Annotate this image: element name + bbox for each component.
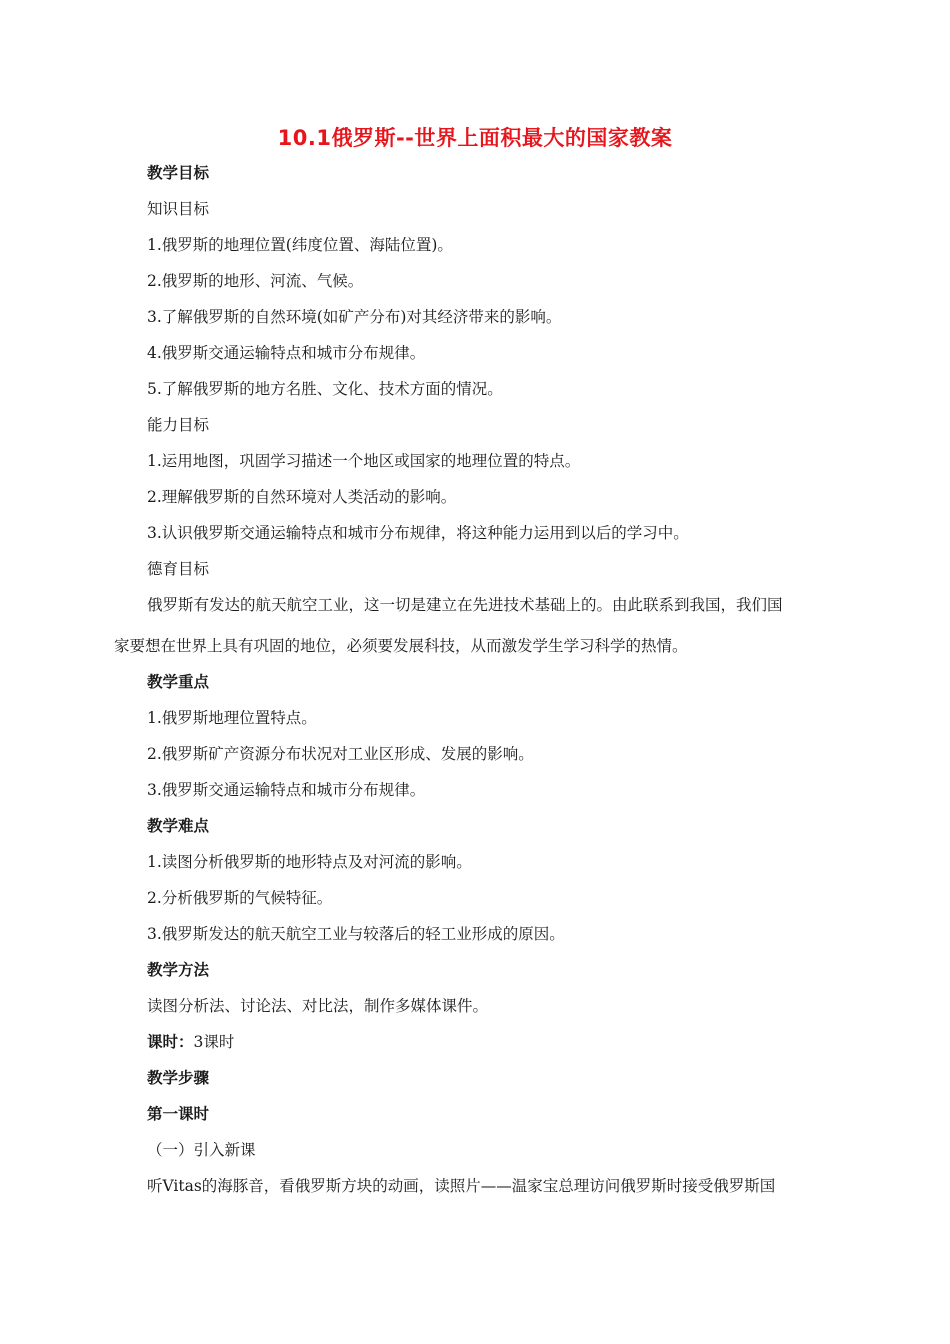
period-value: 3课时: [193, 1033, 235, 1051]
intro-text: 听Vitas的海豚音，看俄罗斯方块的动画，读照片——温家宝总理访问俄罗斯时接受俄罗斯国: [147, 1177, 776, 1195]
key-point-item: 3.俄罗斯交通运输特点和城市分布规律。: [147, 781, 426, 799]
ability-item: 2.理解俄罗斯的自然环境对人类活动的影响。: [147, 488, 457, 506]
knowledge-heading: 知识目标: [147, 200, 210, 218]
difficulty-item: 3.俄罗斯发达的航天航空工业与较落后的轻工业形成的原因。: [147, 925, 565, 943]
moral-paragraph-line2: 家要想在世界上具有巩固的地位，必须要发展科技，从而激发学生学习科学的热情。: [114, 637, 688, 655]
method-text: 读图分析法、讨论法、对比法，制作多媒体课件。: [147, 997, 489, 1015]
knowledge-item: 4.俄罗斯交通运输特点和城市分布规律。: [147, 344, 426, 362]
method-heading: 教学方法: [147, 961, 210, 979]
knowledge-item: 3.了解俄罗斯的自然环境(如矿产分布)对其经济带来的影响。: [147, 308, 562, 326]
steps-heading: 教学步骤: [147, 1069, 210, 1087]
moral-heading: 德育目标: [147, 560, 210, 578]
ability-item: 1.运用地图，巩固学习描述一个地区或国家的地理位置的特点。: [147, 452, 581, 470]
key-point-item: 2.俄罗斯矿产资源分布状况对工业区形成、发展的影响。: [147, 745, 534, 763]
period-line: [147, 1032, 234, 1052]
key-points-heading: 教学重点: [147, 673, 210, 691]
ability-heading: 能力目标: [147, 416, 210, 434]
document-title: 10.1俄罗斯--世界上面积最大的国家教案: [277, 126, 673, 150]
difficulty-item: 2.分析俄罗斯的气候特征。: [147, 889, 333, 907]
knowledge-item: 1.俄罗斯的地理位置(纬度位置、海陆位置)。: [147, 236, 453, 254]
difficulty-item: 1.读图分析俄罗斯的地形特点及对河流的影响。: [147, 853, 472, 871]
objectives-heading: 教学目标: [147, 164, 210, 182]
difficulty-heading: 教学难点: [147, 817, 210, 835]
moral-paragraph-line1: 俄罗斯有发达的航天航空工业，这一切是建立在先进技术基础上的。由此联系到我国，我们国: [147, 596, 783, 614]
knowledge-item: 2.俄罗斯的地形、河流、气候。: [147, 272, 364, 290]
lesson1-heading: 第一课时: [147, 1105, 210, 1123]
knowledge-item: 5.了解俄罗斯的地方名胜、文化、技术方面的情况。: [147, 380, 503, 398]
key-point-item: 1.俄罗斯地理位置特点。: [147, 709, 317, 727]
intro-heading: （一）引入新课: [147, 1141, 256, 1159]
ability-item: 3.认识俄罗斯交通运输特点和城市分布规律，将这种能力运用到以后的学习中。: [147, 524, 689, 542]
period-label: 课时：: [147, 1033, 194, 1051]
